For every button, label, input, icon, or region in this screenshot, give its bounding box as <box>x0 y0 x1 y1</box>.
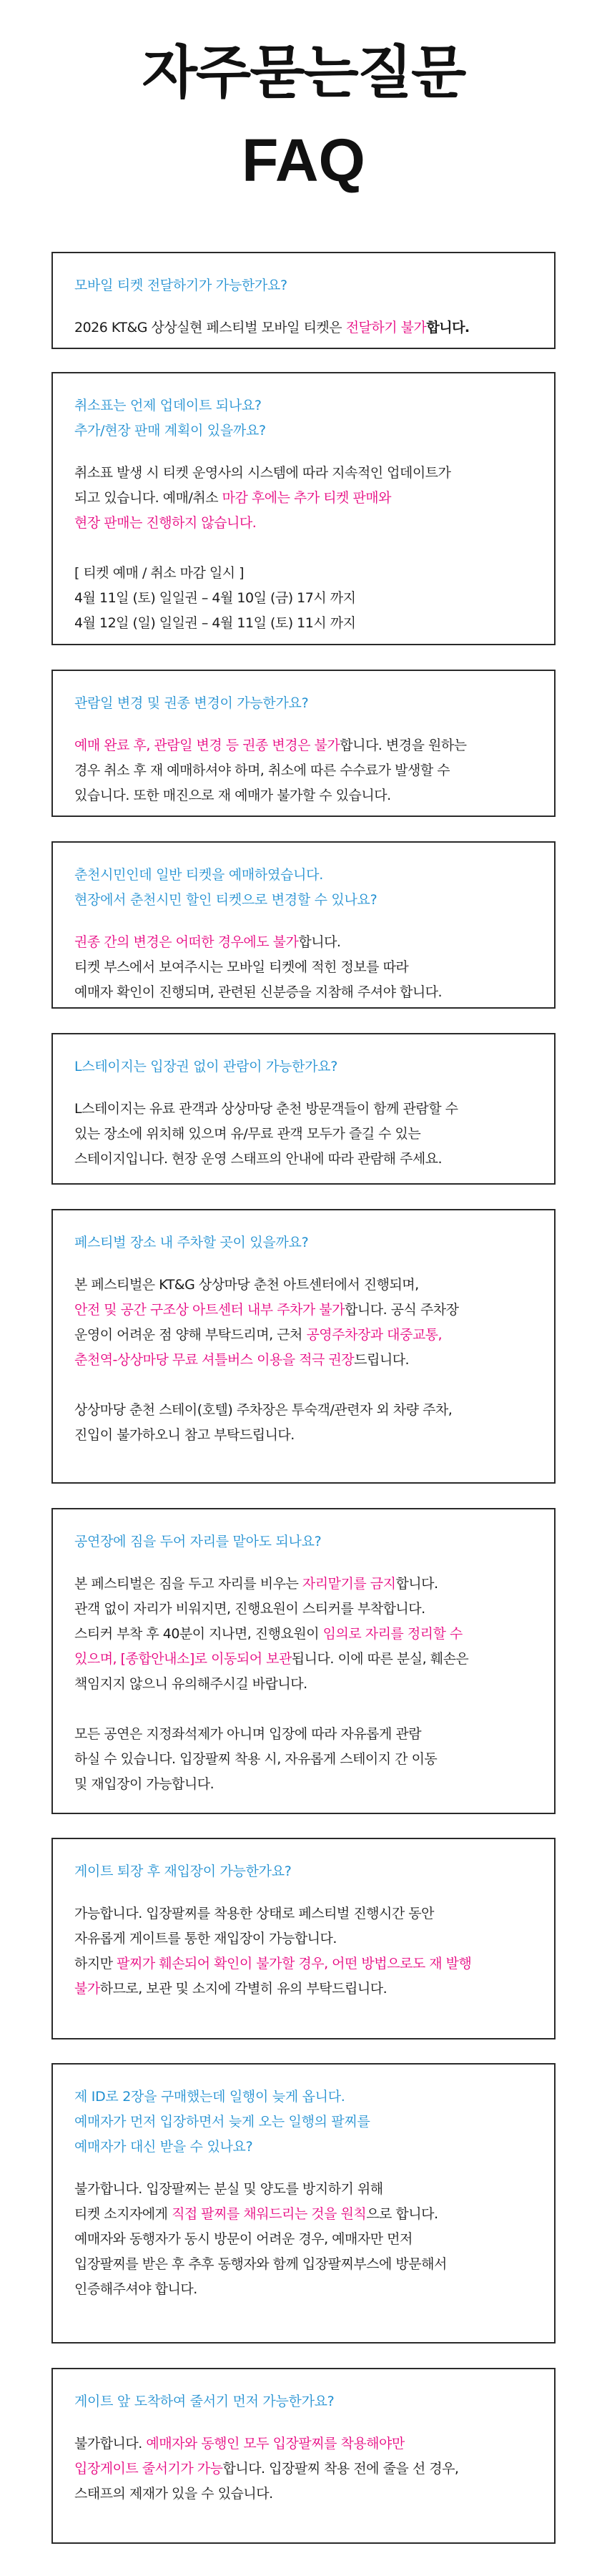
highlight-text: 팔찌가 훼손되어 확인이 불가할 경우, 어떤 방법으로도 재 발행 불가 <box>74 1956 472 1997</box>
faq-question: 공연장에 짐을 두어 자리를 맡아도 되나요? <box>74 1534 322 1549</box>
answer-text: 합니다. 티켓 부스에서 보여주시는 모바일 티켓에 적힌 정보를 따라 예매자 확인이 진행되며, 관련된 신분증을 지참해 주셔야 합니다. <box>74 934 443 1000</box>
faq-question: 게이트 퇴장 후 재입장이 가능한가요? <box>74 1864 292 1879</box>
faq-answer <box>74 315 531 341</box>
highlight-text: 안전 및 공간 구조상 아트센터 내부 주차가 불가 <box>74 1302 345 1318</box>
faq-question: 게이트 앞 도착하여 줄서기 먼저 가능한가요? <box>74 2394 335 2409</box>
faq-question: L스테이지는 입장권 없이 관람이 가능한가요? <box>74 1059 338 1074</box>
highlight-text: 예매 완료 후, 관람일 변경 등 권종 변경은 불가 <box>74 738 340 753</box>
answer-paragraph <box>74 1398 531 1448</box>
answer-text: 합니다. 관객 없이 자리가 비워지면, 진행요원이 스티커를 부착합니다. 스티커 부착 후 40분이 지나면, 진행요원이 <box>74 1576 438 1642</box>
faq-item <box>51 670 556 817</box>
faq-answer <box>74 1273 531 1448</box>
faq-item <box>51 2063 556 2344</box>
answer-text: 불가합니다. <box>74 2436 147 2452</box>
answer-paragraph <box>74 2431 531 2507</box>
answer-paragraph <box>74 461 531 536</box>
faq-item <box>51 372 556 645</box>
highlight-text: 자리맡기를 금지 <box>302 1576 396 1592</box>
highlight-text: 직접 팔찌를 채워드리는 것을 원칙 <box>172 2206 367 2222</box>
answer-paragraph <box>74 561 531 636</box>
answer-text: 가능합니다. 입장팔찌를 착용한 상태로 페스티벌 진행시간 동안 자유롭게 게이트를 통한 재입장이 가능합니다. 하지만 <box>74 1906 434 1972</box>
answer-paragraph <box>74 1722 531 1797</box>
answer-text: 모든 공연은 지정좌석제가 아니며 입장에 따라 자유롭게 관람 하실 수 있습니다. 입장팔찌 착용 시, 자유롭게 스테이지 간 이동 및 재입장이 가능합니다. <box>74 1726 438 1792</box>
answer-paragraph <box>74 930 531 1005</box>
answer-text: 본 페스티벌은 KT&G 상상마당 춘천 아트센터에서 진행되며, <box>74 1277 419 1293</box>
faq-question: 모바일 티켓 전달하기가 가능한가요? <box>74 278 287 293</box>
faq-answer <box>74 1572 531 1797</box>
faq-item <box>51 1838 556 2039</box>
page-title-korean: 자주묻는질문 <box>142 39 465 106</box>
faq-question: 취소표는 언제 업데이트 되나요? 추가/현장 판매 계획이 있을까요? <box>74 398 266 439</box>
answer-paragraph <box>74 1273 531 1373</box>
answer-text: 불가합니다. 입장팔찌는 분실 및 양도를 방지하기 위해 티켓 소지자에게 <box>74 2181 383 2222</box>
answer-text: 드립니다. <box>354 1352 410 1368</box>
faq-answer <box>74 2177 531 2302</box>
answer-paragraph <box>74 1097 531 1172</box>
faq-question: 춘천시민인데 일반 티켓을 예매하였습니다. 현장에서 춘천시민 할인 티켓으로 변경할 수 있나요? <box>74 867 377 908</box>
faq-item <box>51 841 556 1009</box>
faq-answer <box>74 1901 531 2002</box>
answer-text: 2026 KT&G 상상실현 페스티벌 모바일 티켓은 <box>74 320 346 336</box>
faq-answer <box>74 461 531 636</box>
answer-paragraph <box>74 733 531 808</box>
faq-question: 관람일 변경 및 권종 변경이 가능한가요? <box>74 695 309 711</box>
answer-paragraph <box>74 1572 531 1697</box>
faq-answer <box>74 930 531 1005</box>
faq-question: 제 ID로 2장을 구매했는데 일행이 늦게 옵니다. 예매자가 먼저 입장하면서 늦게 오는 일행의 팔찌를 예매자가 대신 받을 수 있나요? <box>74 2089 370 2155</box>
faq-question: 페스티벌 장소 내 주차할 곳이 있을까요? <box>74 1235 309 1250</box>
faq-item <box>51 1033 556 1185</box>
answer-text: 합니다. <box>426 320 470 336</box>
highlight-text: 공영주차장과 대중교통, 춘천역-상상마당 무료 셔틀버스 이용을 적극 권장 <box>74 1327 443 1368</box>
faq-item <box>51 1209 556 1484</box>
faq-item <box>51 1508 556 1814</box>
answer-text: 됩니다. 이에 따른 분실, 훼손은 책임지지 않으니 유의해주시길 바랍니다. <box>74 1651 469 1692</box>
answer-text: 으로 합니다. 예매자와 동행자가 동시 방문이 어려운 경우, 예매자만 먼저 입장팔찌를 받은 후 추후 동행자와 함께 입장팔찌부스에 방문해서 인증해주셔야 합니다. <box>74 2206 447 2297</box>
answer-text: 합니다. 변경을 원하는 경우 취소 후 재 예매하셔야 하며, 취소에 따른 수수료가 발생할 수 있습니다. 또한 매진으로 재 예매가 불가할 수 있습니다. <box>74 738 467 803</box>
faq-answer <box>74 2431 531 2507</box>
answer-text: 합니다. 공식 주차장 운영이 어려운 점 양해 부탁드리며, 근처 <box>74 1302 459 1343</box>
answer-text: 취소표 발생 시 티켓 운영사의 시스템에 따라 지속적인 업데이트가 되고 있습니다. 예매/취소 <box>74 465 451 506</box>
highlight-text: 예매자와 동행인 모두 입장팔찌를 착용해야만 입장게이트 줄서기가 가능 <box>74 2436 405 2477</box>
answer-text: 상상마당 춘천 스테이(호텔) 주차장은 투숙객/관련자 외 차량 주차, 진입이 불가하오니 참고 부탁드립니다. <box>74 1402 453 1443</box>
highlight-text: 권종 간의 변경은 어떠한 경우에도 불가 <box>74 934 299 950</box>
faq-item <box>51 2368 556 2544</box>
highlight-text: 전달하기 불가 <box>345 320 427 336</box>
faq-item <box>51 252 556 349</box>
faq-answer <box>74 1097 531 1172</box>
answer-paragraph <box>74 1901 531 2002</box>
faq-answer <box>74 733 531 808</box>
highlight-text: 마감 후에는 추가 티켓 판매와 현장 판매는 진행하지 않습니다. <box>74 490 392 531</box>
answer-paragraph <box>74 315 531 341</box>
highlight-text: 임의로 자리를 정리할 수 있으며, [종합안내소]로 이동되어 보관 <box>74 1626 463 1667</box>
answer-paragraph <box>74 2177 531 2302</box>
answer-text: 본 페스티벌은 짐을 두고 자리를 비우는 <box>74 1576 302 1592</box>
answer-text: 합니다. 입장팔찌 착용 전에 줄을 선 경우, 스태프의 제재가 있을 수 있습니다. <box>74 2461 459 2502</box>
page-title-faq: FAQ <box>242 127 365 194</box>
answer-text: L스테이지는 유료 관객과 상상마당 춘천 방문객들이 함께 관람할 수 있는 장소에 위치해 있으며 유/무료 관객 모두가 즐길 수 있는 스테이지입니다. 현장 운영 스태프의 안내에 따라 관람해 주세요. <box>74 1101 458 1167</box>
answer-text: [ 티켓 예매 / 취소 마감 일시 ] 4월 11일 (토) 일일권 – 4월 10일 (금) 17시 까지 4월 12일 (일) 일일권 – 4월 11일 (토) 11시 까지 <box>74 565 356 631</box>
answer-text: 하므로, 보관 및 소지에 각별히 유의 부탁드립니다. <box>99 1981 388 1997</box>
